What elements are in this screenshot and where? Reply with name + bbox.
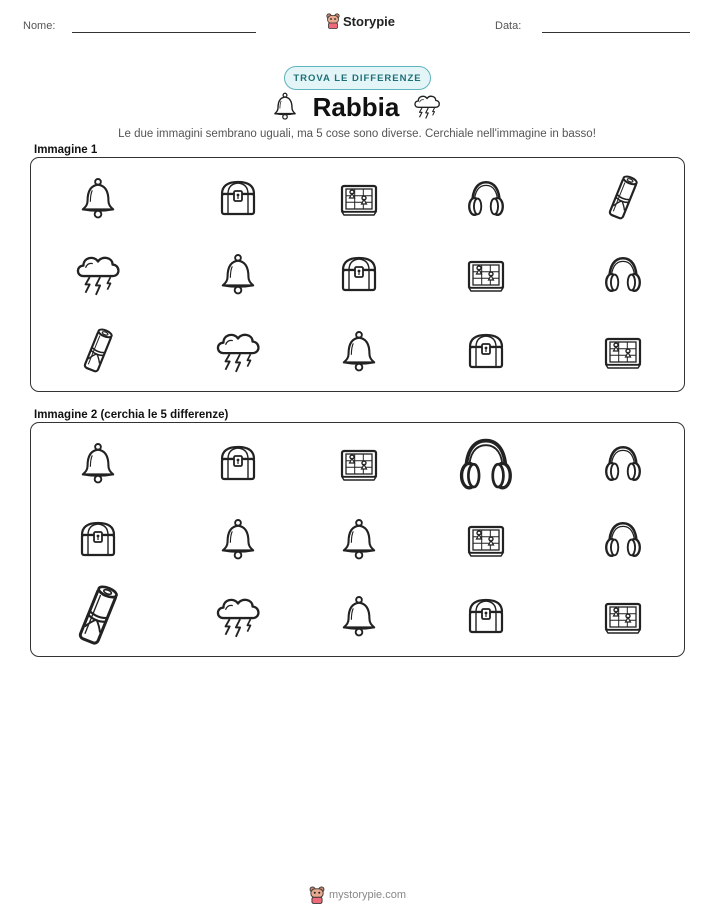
treasure-chest-icon[interactable]	[77, 519, 119, 559]
headphones-icon[interactable]	[454, 433, 518, 494]
storm-cloud-icon[interactable]	[213, 593, 263, 639]
board-game-icon	[601, 331, 645, 371]
bell-icon	[79, 177, 117, 219]
treasure-chest-icon[interactable]	[217, 443, 259, 483]
date-field[interactable]	[542, 32, 690, 33]
instructions: Le due immagini sembrano uguali, ma 5 cose sono diverse. Cerchiale nell'immagine in basso!	[118, 128, 596, 140]
activity-badge: TROVA LE DIFFERENZE	[284, 66, 431, 90]
board-game-icon[interactable]	[601, 596, 645, 636]
date-label: Data:	[495, 20, 522, 32]
treasure-chest-icon	[338, 254, 380, 294]
bell-icon[interactable]	[340, 595, 378, 637]
panel1-label: Immagine 1	[34, 144, 98, 156]
headphones-icon[interactable]	[601, 518, 645, 560]
panel2-label: Immagine 2 (cerchia le 5 differenze)	[34, 409, 229, 421]
scroll-icon[interactable]	[71, 582, 125, 650]
scroll-icon	[78, 326, 118, 376]
storm-cloud-icon	[213, 328, 263, 374]
bell-icon	[340, 330, 378, 372]
headphones-icon	[601, 253, 645, 295]
brand-logo	[326, 13, 395, 29]
bell-icon[interactable]	[340, 518, 378, 560]
name-field[interactable]	[72, 32, 256, 33]
bell-icon[interactable]	[79, 442, 117, 484]
scroll-icon	[603, 173, 643, 223]
treasure-chest-icon	[217, 178, 259, 218]
bell-icon[interactable]	[219, 518, 257, 560]
board-game-icon	[337, 178, 381, 218]
bear-mascot-icon	[309, 886, 325, 904]
title-bell-icon	[272, 92, 298, 125]
treasure-chest-icon[interactable]	[465, 596, 507, 636]
storm-cloud-icon	[73, 251, 123, 297]
bell-icon	[219, 253, 257, 295]
title-storm-cloud-icon	[412, 92, 442, 125]
headphones-icon[interactable]	[601, 442, 645, 484]
image-1-panel	[30, 157, 685, 392]
bear-mascot-icon	[326, 13, 340, 29]
board-game-icon[interactable]	[464, 519, 508, 559]
page-title: Rabbia	[312, 92, 400, 122]
name-label: Nome:	[23, 20, 56, 32]
brand-name: Storypie	[343, 13, 396, 29]
footer	[309, 886, 406, 904]
image-2-panel[interactable]	[30, 422, 685, 657]
board-game-icon[interactable]	[337, 443, 381, 483]
headphones-icon	[464, 177, 508, 219]
treasure-chest-icon	[465, 331, 507, 371]
footer-url: mystorypie.com	[329, 889, 407, 901]
board-game-icon	[464, 254, 508, 294]
